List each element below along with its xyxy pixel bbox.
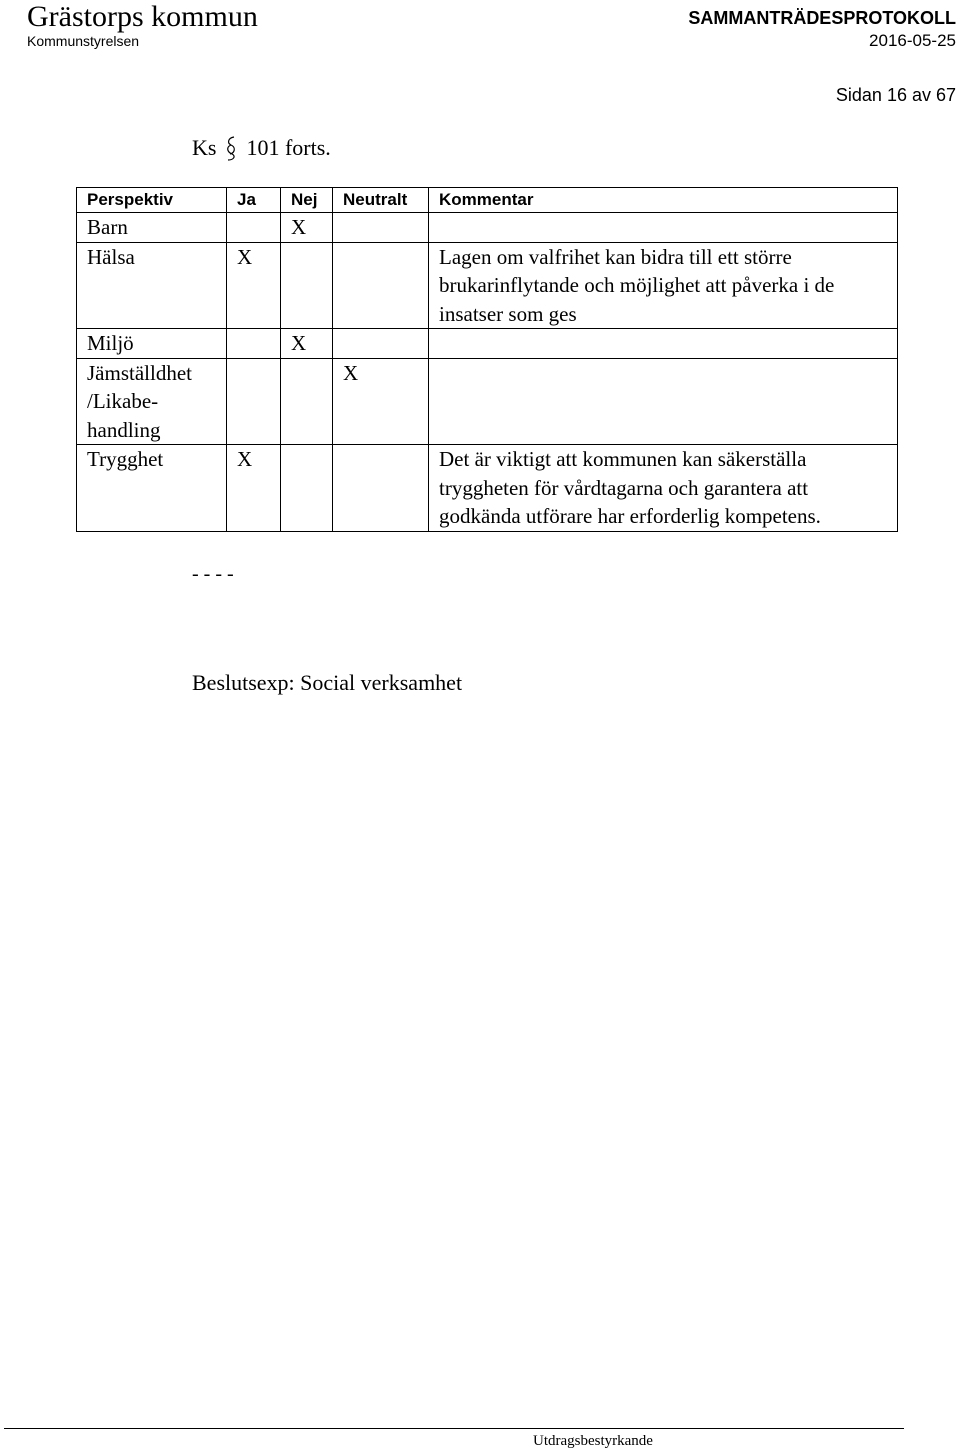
cell-perspective: Jämställdhet /Likabe-handling — [77, 358, 227, 445]
cell-neutralt — [333, 242, 429, 329]
section-prefix: Ks — [192, 135, 217, 160]
footer-label: Utdragsbestyrkande — [533, 1433, 653, 1449]
document-date: 2016-05-25 — [869, 31, 956, 50]
footer-divider — [4, 1428, 904, 1429]
cell-neutralt — [333, 213, 429, 243]
distribution-note: Beslutsexp: Social verksamhet — [192, 670, 463, 695]
header-ja: Ja — [227, 188, 281, 213]
header-perspektiv: Perspektiv — [77, 188, 227, 213]
cell-perspective: Miljö — [77, 329, 227, 359]
table-row — [77, 329, 898, 359]
cell-neutralt — [333, 445, 429, 532]
cell-perspective: Barn — [77, 213, 227, 243]
section-number: 101 forts. — [246, 135, 331, 160]
section-reference — [192, 134, 331, 162]
section-separator: - - - - — [192, 563, 234, 585]
table-row — [77, 213, 898, 243]
document-type: SAMMANTRÄDESPROTOKOLL — [688, 8, 956, 28]
table-row — [77, 358, 898, 445]
perspective-table — [76, 187, 898, 532]
page-number: Sidan 16 av 67 — [835, 85, 956, 105]
header-neutralt: Neutralt — [333, 188, 429, 213]
cell-ja — [227, 329, 281, 359]
cell-nej — [281, 358, 333, 445]
cell-ja: X — [227, 445, 281, 532]
organization-name: Grästorps kommun — [27, 0, 258, 33]
cell-perspective: Hälsa — [77, 242, 227, 329]
cell-nej — [281, 242, 333, 329]
table-header-row — [77, 188, 898, 213]
table-row — [77, 445, 898, 532]
cell-comment: Lagen om valfrihet kan bidra till ett större brukarinflytande och möjlighet att påverka i de insatser som ges — [429, 242, 898, 329]
cell-nej: X — [281, 213, 333, 243]
cell-comment: Det är viktigt att kommunen kan säkerställa tryggheten för vårdtagarna och garantera att godkända utförare har erforderlig kompetens. — [429, 445, 898, 532]
cell-perspective: Trygghet — [77, 445, 227, 532]
cell-comment — [429, 358, 898, 445]
cell-comment — [429, 329, 898, 359]
table-row — [77, 242, 898, 329]
cell-ja — [227, 358, 281, 445]
cell-nej — [281, 445, 333, 532]
cell-nej: X — [281, 329, 333, 359]
cell-ja — [227, 213, 281, 243]
header-nej: Nej — [281, 188, 333, 213]
cell-ja: X — [227, 242, 281, 329]
cell-neutralt — [333, 329, 429, 359]
cell-comment — [429, 213, 898, 243]
department-name: Kommunstyrelsen — [27, 33, 140, 49]
header-kommentar: Kommentar — [429, 188, 898, 213]
section-sign-icon — [224, 134, 238, 162]
cell-neutralt: X — [333, 358, 429, 445]
